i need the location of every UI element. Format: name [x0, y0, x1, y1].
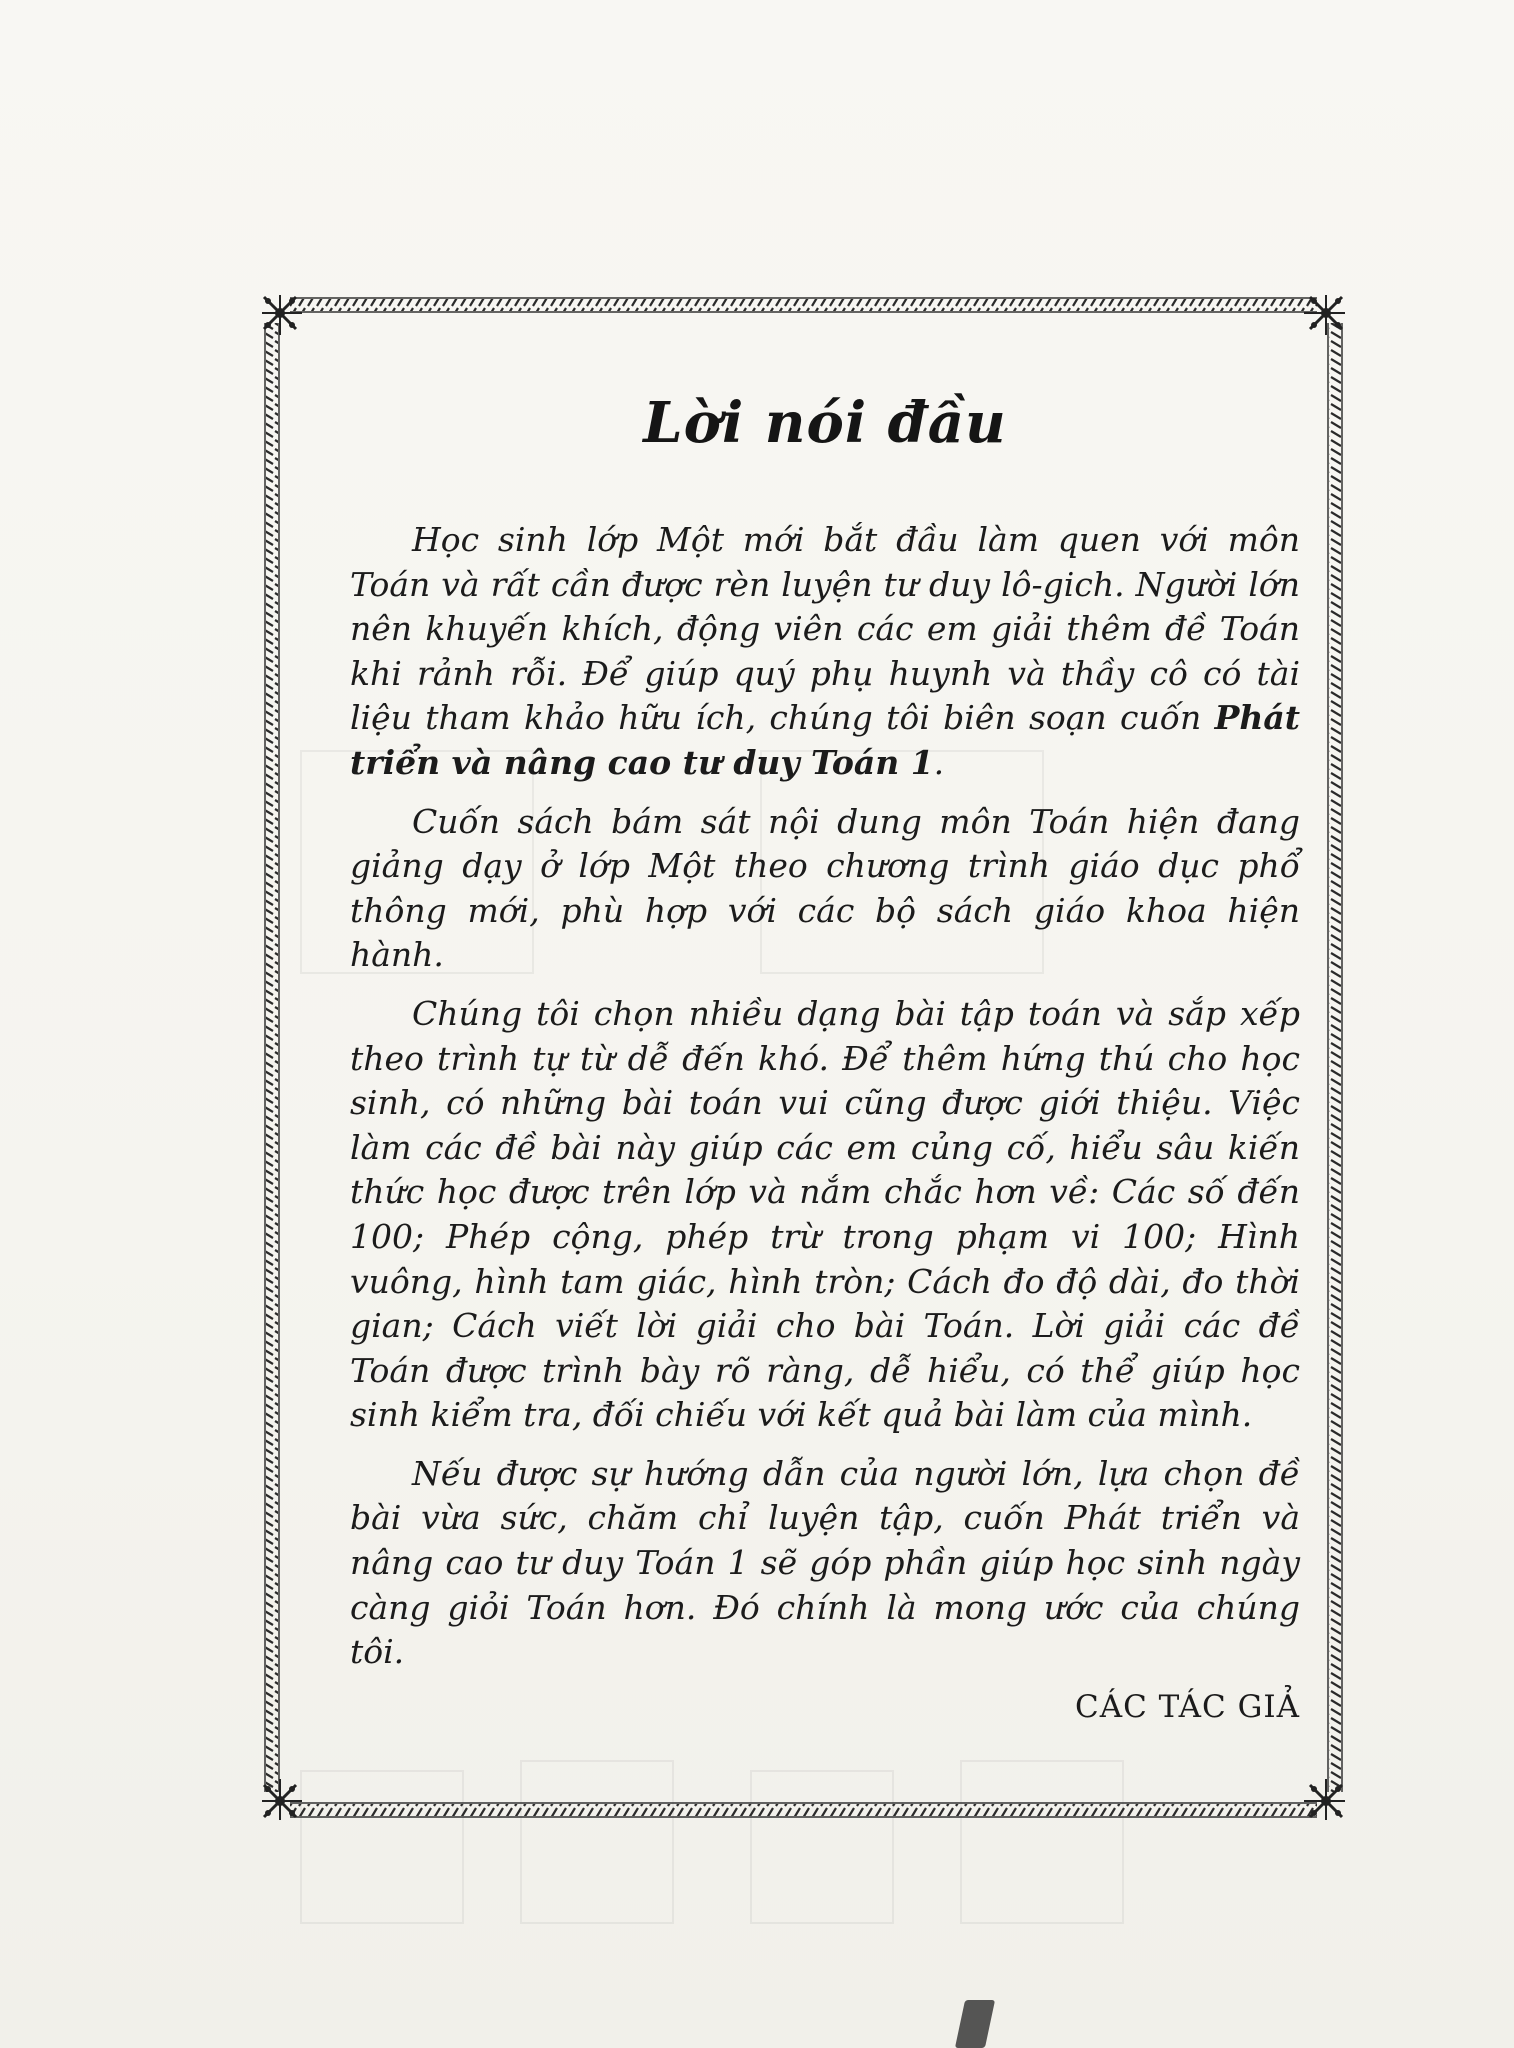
preface-content — [350, 390, 1300, 1725]
preface-heading: Lời nói đầu — [643, 390, 1007, 456]
paragraph — [350, 800, 1300, 978]
paragraph — [350, 1452, 1300, 1675]
paragraph-text: Học sinh lớp Một mới bắt đầu làm quen với môn Toán và rất cần được rèn luyện tư duy lô-gich. Người lớn nên khuyến khích, động viên các em giải thêm đề Toán khi rảnh rỗi. Để giúp quý phụ huynh và thầy cô có tài liệu tham khảo hữu ích, chúng tôi biên soạn cuốn — [350, 520, 1300, 738]
paragraph-text: Nếu được sự hướng dẫn của người lớn, lựa chọn đề bài vừa sức, chăm chỉ luyện tập, cuốn Phát triển và nâng cao tư duy Toán 1 sẽ góp phần giúp học sinh ngày càng giỏi Toán hơn. Đó chính là mong ước của chúng tôi. — [350, 1453, 1300, 1672]
author-signature: CÁC TÁC GIẢ — [1074, 1688, 1300, 1725]
paragraph-text: . — [933, 742, 945, 782]
page-edge-mark — [955, 2000, 995, 2048]
paragraph-text: Cuốn sách bám sát nội dung môn Toán hiện đang giảng dạy ở lớp Một theo chương trình giáo dục phổ thông mới, phù hợp với các bộ sách giáo khoa hiện hành. — [350, 801, 1300, 975]
paragraph-text: Chúng tôi chọn nhiều dạng bài tập toán và sắp xếp theo trình tự từ dễ đến khó. Để thêm hứng thú cho học sinh, có những bài toán vui cũng được giới thiệu. Việc làm các đề bài này giúp các em củng cố, hiểu sâu kiến thức học được trên lớp và nắm chắc hơn về: Các số đến 100; Phép cộng, phép trừ trong phạm vi 100; Hình vuông, hình tam giác, hình tròn; Cách đo độ dài, đo thời gian; Cách viết lời giải cho bài Toán. Lời giải các đề Toán được trình bày rõ ràng, dễ hiểu, có thể giúp học sinh kiểm tra, đối chiếu với kết quả bài làm của mình. — [350, 993, 1300, 1435]
paragraph — [350, 992, 1300, 1438]
book-title-bold: Phát triển và nâng cao tư duy Toán 1 — [350, 698, 1300, 782]
paragraph — [350, 518, 1300, 786]
